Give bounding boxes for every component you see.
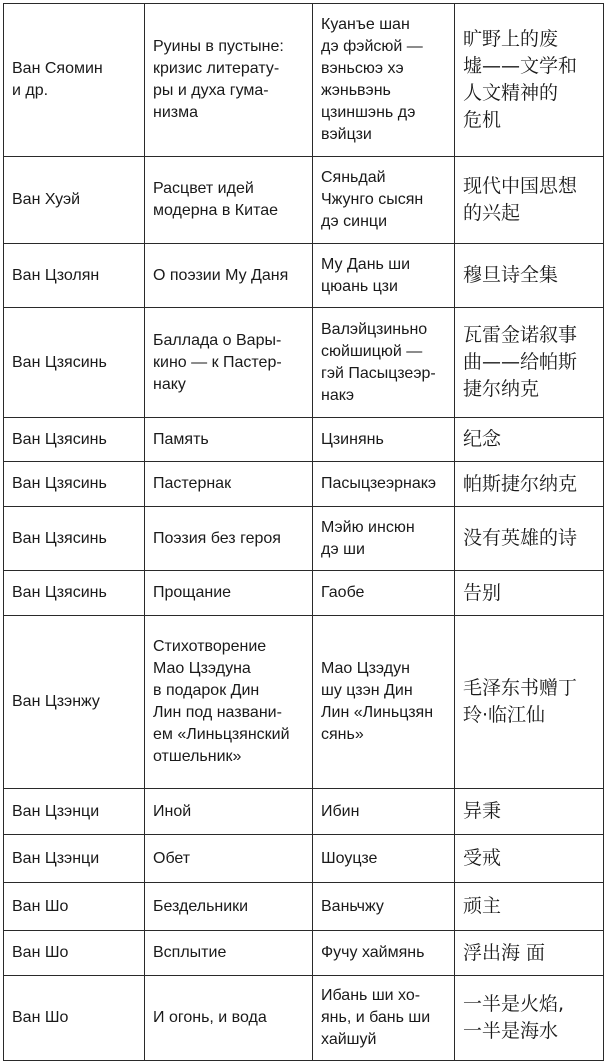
translit-cell: Ибань ши хо- янь, и бань ши хайшуй — [313, 976, 455, 1061]
table-row — [4, 883, 604, 931]
table-row — [4, 571, 604, 616]
author-cell: Ван Цзясинь — [4, 571, 145, 616]
original-title-cell: 毛泽东书赠丁 玲·临江仙 — [455, 616, 604, 789]
author-cell: Ван Цзясинь — [4, 462, 145, 507]
author-cell: Ван Цзясинь — [4, 308, 145, 418]
title-ru-cell: Обет — [145, 835, 313, 883]
translit-cell: Пасыцзеэрнакэ — [313, 462, 455, 507]
translit-cell: Фучу хаймянь — [313, 931, 455, 976]
author-cell: Ван Шо — [4, 976, 145, 1061]
title-ru-cell: Прощание — [145, 571, 313, 616]
author-cell: Ван Шо — [4, 931, 145, 976]
title-ru-cell: Всплытие — [145, 931, 313, 976]
table-row — [4, 462, 604, 507]
bibliography-table — [3, 3, 604, 1061]
author-cell: Ван Цзолян — [4, 244, 145, 308]
original-title-cell: 异秉 — [455, 789, 604, 835]
original-title-cell: 穆旦诗全集 — [455, 244, 604, 308]
table-row — [4, 157, 604, 244]
table-row — [4, 835, 604, 883]
title-ru-cell: Бездельники — [145, 883, 313, 931]
translit-cell: Ваньчжу — [313, 883, 455, 931]
translit-cell: Му Дань ши цюань цзи — [313, 244, 455, 308]
author-cell: Ван Хуэй — [4, 157, 145, 244]
title-ru-cell: Баллада о Вары- кино — к Пастер- наку — [145, 308, 313, 418]
table-row — [4, 616, 604, 789]
title-ru-cell: Руины в пустыне: кризис литерату- ры и духа гума- низма — [145, 4, 313, 157]
author-cell: Ван Цзэнци — [4, 789, 145, 835]
author-cell: Ван Цзясинь — [4, 507, 145, 571]
original-title-cell: 现代中国思想 的兴起 — [455, 157, 604, 244]
title-ru-cell: Поэзия без героя — [145, 507, 313, 571]
original-title-cell: 受戒 — [455, 835, 604, 883]
table-row — [4, 418, 604, 462]
table-row — [4, 4, 604, 157]
translit-cell: Шоуцзе — [313, 835, 455, 883]
translit-cell: Валэйцзиньно сюйшицюй — гэй Пасыцзеэр- накэ — [313, 308, 455, 418]
translit-cell: Куанъе шан дэ фэйсюй — вэньсюэ хэ жэньвэнь цзиншэнь дэ вэйцзи — [313, 4, 455, 157]
table-body — [4, 4, 604, 1061]
table-row — [4, 244, 604, 308]
table-row — [4, 308, 604, 418]
translit-cell: Ибин — [313, 789, 455, 835]
author-cell: Ван Цзясинь — [4, 418, 145, 462]
table-row — [4, 931, 604, 976]
title-ru-cell: О поэзии Му Даня — [145, 244, 313, 308]
translit-cell: Мао Цзэдун шу цзэн Дин Лин «Линьцзян сянь» — [313, 616, 455, 789]
title-ru-cell: Иной — [145, 789, 313, 835]
original-title-cell: 告别 — [455, 571, 604, 616]
original-title-cell: 没有英雄的诗 — [455, 507, 604, 571]
original-title-cell: 纪念 — [455, 418, 604, 462]
translit-cell: Сяньдай Чжунго сысян дэ синци — [313, 157, 455, 244]
author-cell: Ван Цзэнци — [4, 835, 145, 883]
translit-cell: Цзинянь — [313, 418, 455, 462]
original-title-cell: 顽主 — [455, 883, 604, 931]
original-title-cell: 一半是火焰, 一半是海水 — [455, 976, 604, 1061]
translit-cell: Мэйю инсюн дэ ши — [313, 507, 455, 571]
original-title-cell: 帕斯捷尔纳克 — [455, 462, 604, 507]
table-row — [4, 789, 604, 835]
title-ru-cell: Пастернак — [145, 462, 313, 507]
original-title-cell: 瓦雷金诺叙事 曲——给帕斯 捷尔纳克 — [455, 308, 604, 418]
author-cell: Ван Шо — [4, 883, 145, 931]
author-cell: Ван Сяомин и др. — [4, 4, 145, 157]
title-ru-cell: И огонь, и вода — [145, 976, 313, 1061]
title-ru-cell: Память — [145, 418, 313, 462]
table-row — [4, 976, 604, 1061]
author-cell: Ван Цзэнжу — [4, 616, 145, 789]
translit-cell: Гаобе — [313, 571, 455, 616]
original-title-cell: 浮出海 面 — [455, 931, 604, 976]
title-ru-cell: Стихотворение Мао Цзэдуна в подарок Дин Лин под названи- ем «Линьцзянский отшельник» — [145, 616, 313, 789]
original-title-cell: 旷野上的废 墟——文学和 人文精神的 危机 — [455, 4, 604, 157]
table-row — [4, 507, 604, 571]
title-ru-cell: Расцвет идей модерна в Китае — [145, 157, 313, 244]
